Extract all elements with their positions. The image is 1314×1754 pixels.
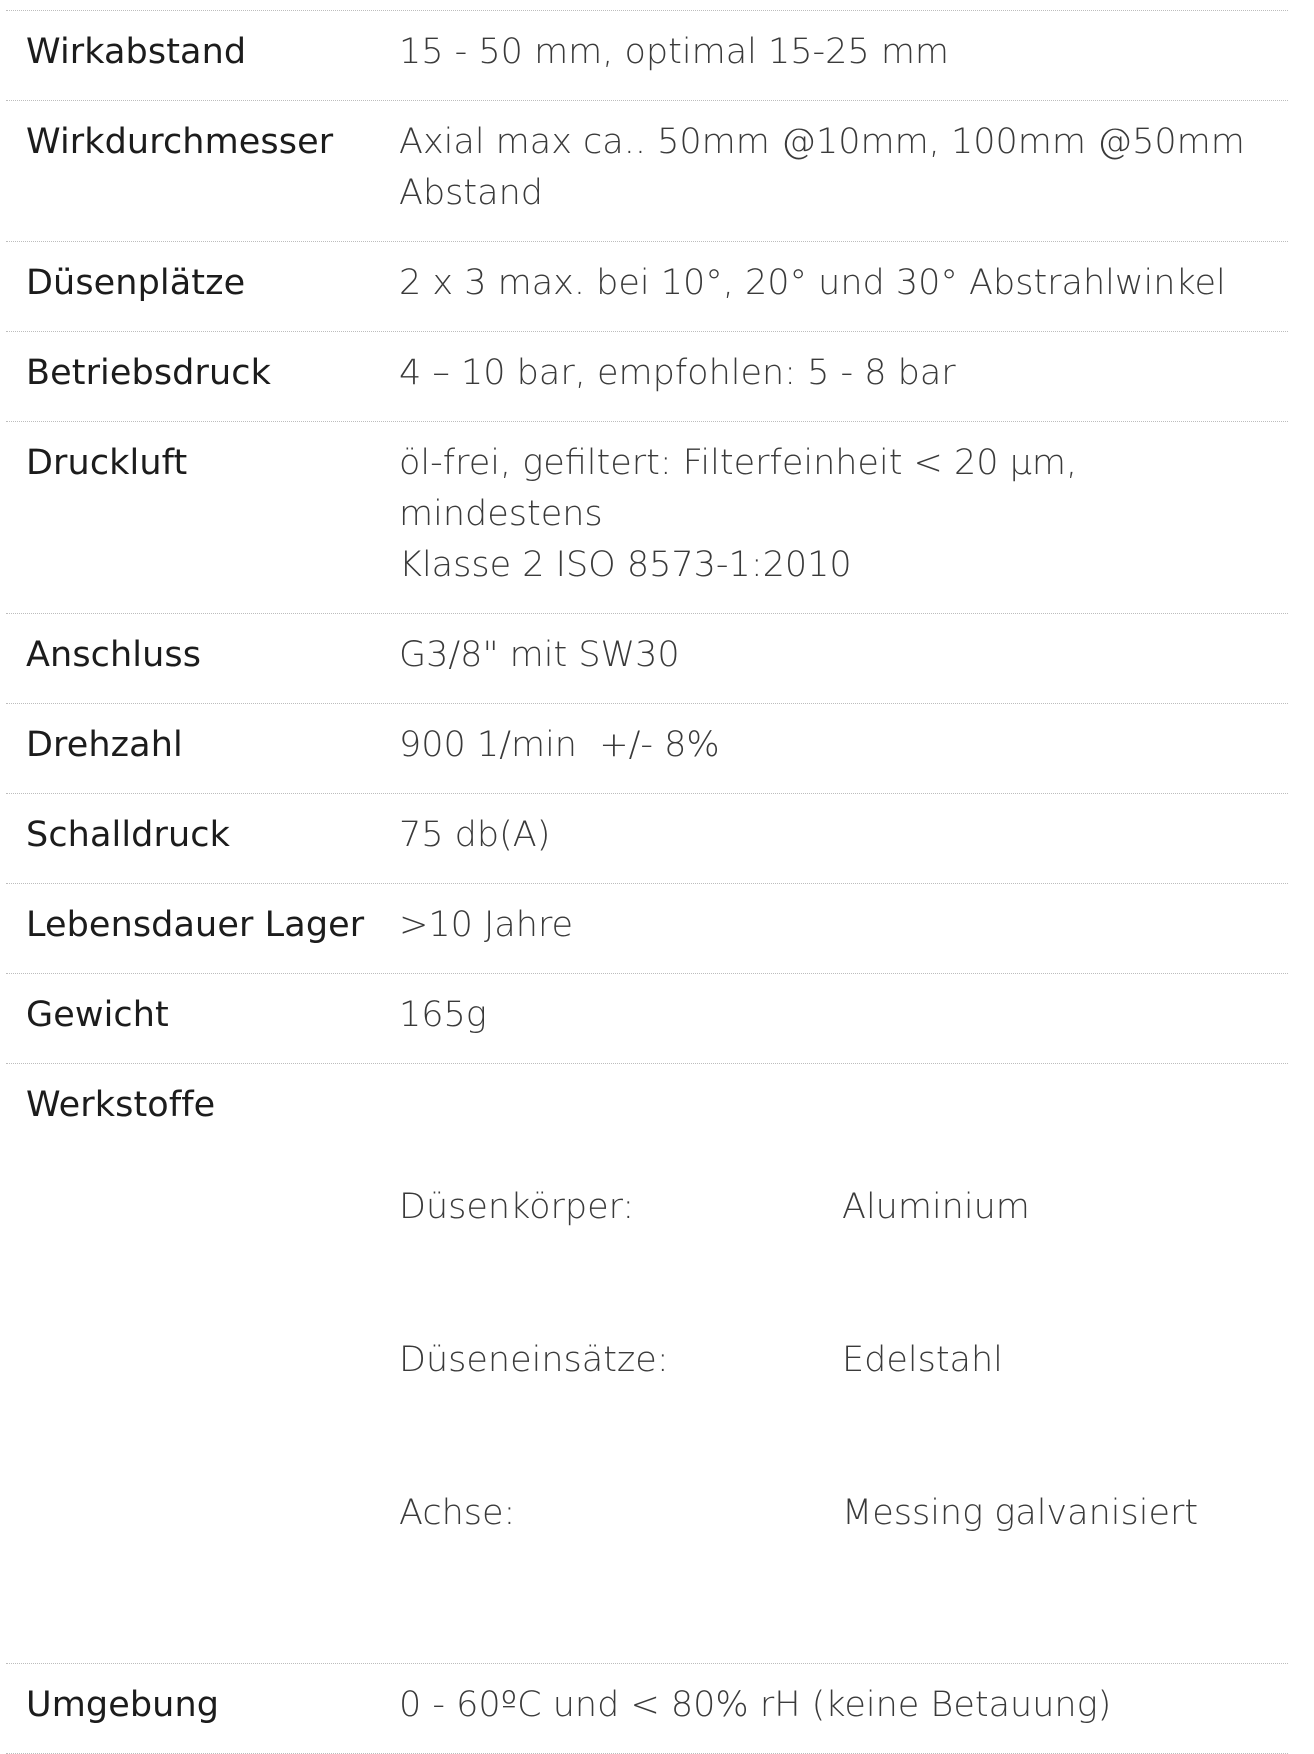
spec-row-drehzahl: [6, 704, 1288, 794]
material-name: Messing galvanisiert: [842, 1493, 1199, 1533]
material-part: Düsenkörper:: [399, 1187, 635, 1227]
spec-value: 165g: [399, 995, 487, 1035]
spec-table: [6, 10, 1288, 1754]
materials-list: [399, 1080, 1288, 1641]
material-name: Edelstahl: [842, 1340, 1003, 1380]
spec-value: 4 – 10 bar, empfohlen: 5 - 8 bar: [399, 353, 956, 393]
spec-label: Schalldruck: [26, 815, 230, 855]
spec-row-anschluss: [6, 614, 1288, 704]
material-item: [399, 1335, 1288, 1386]
material-part: Düseneinsätze:: [399, 1340, 669, 1380]
spec-value: G3/8" mit SW30: [399, 635, 680, 675]
spec-value: 900 1/min +/- 8%: [399, 725, 720, 765]
spec-row-umgebung: [6, 1664, 1288, 1754]
spec-value: 15 - 50 mm, optimal 15-25 mm: [399, 32, 950, 72]
spec-label: Druckluft: [26, 443, 188, 483]
spec-label: Düsenplätze: [26, 263, 246, 303]
spec-row-gewicht: [6, 974, 1288, 1064]
spec-row-betriebsdruck: [6, 332, 1288, 422]
spec-label: Drehzahl: [26, 725, 183, 765]
spec-value: 0 - 60ºC und < 80% rH (keine Betauung): [399, 1685, 1112, 1725]
spec-row-lebensdauer: [6, 884, 1288, 974]
spec-label: Gewicht: [26, 995, 169, 1035]
spec-row-duesenplaetze: [6, 242, 1288, 332]
spec-row-werkstoffe: [6, 1064, 1288, 1664]
spec-label: Werkstoffe: [26, 1085, 216, 1125]
spec-label: Umgebung: [26, 1685, 220, 1725]
spec-value: 75 db(A): [399, 815, 551, 855]
material-part: Achse:: [399, 1493, 516, 1533]
spec-label: Wirkdurchmesser: [26, 122, 334, 162]
spec-label: Betriebsdruck: [26, 353, 271, 393]
spec-label: Wirkabstand: [26, 32, 247, 72]
spec-value: 2 x 3 max. bei 10°, 20° und 30° Abstrahlwinkel: [399, 263, 1226, 303]
material-name: Aluminium: [842, 1187, 1030, 1227]
spec-label: Lebensdauer Lager: [26, 905, 365, 945]
spec-row-druckluft: [6, 422, 1288, 614]
spec-value: öl-frei, gefiltert: Filterfeinheit < 20 µm, mindestens Klasse 2 ISO 8573-1:2010: [399, 443, 1078, 585]
spec-row-wirkdurchmesser: [6, 101, 1288, 242]
spec-row-schalldruck: [6, 794, 1288, 884]
spec-row-wirkabstand: [6, 11, 1288, 101]
material-item: [399, 1182, 1288, 1233]
spec-label: Anschluss: [26, 635, 202, 675]
spec-value: Axial max ca.. 50mm @10mm, 100mm @50mm Abstand: [399, 122, 1245, 213]
material-item: [399, 1488, 1288, 1539]
spec-value: >10 Jahre: [399, 905, 574, 945]
